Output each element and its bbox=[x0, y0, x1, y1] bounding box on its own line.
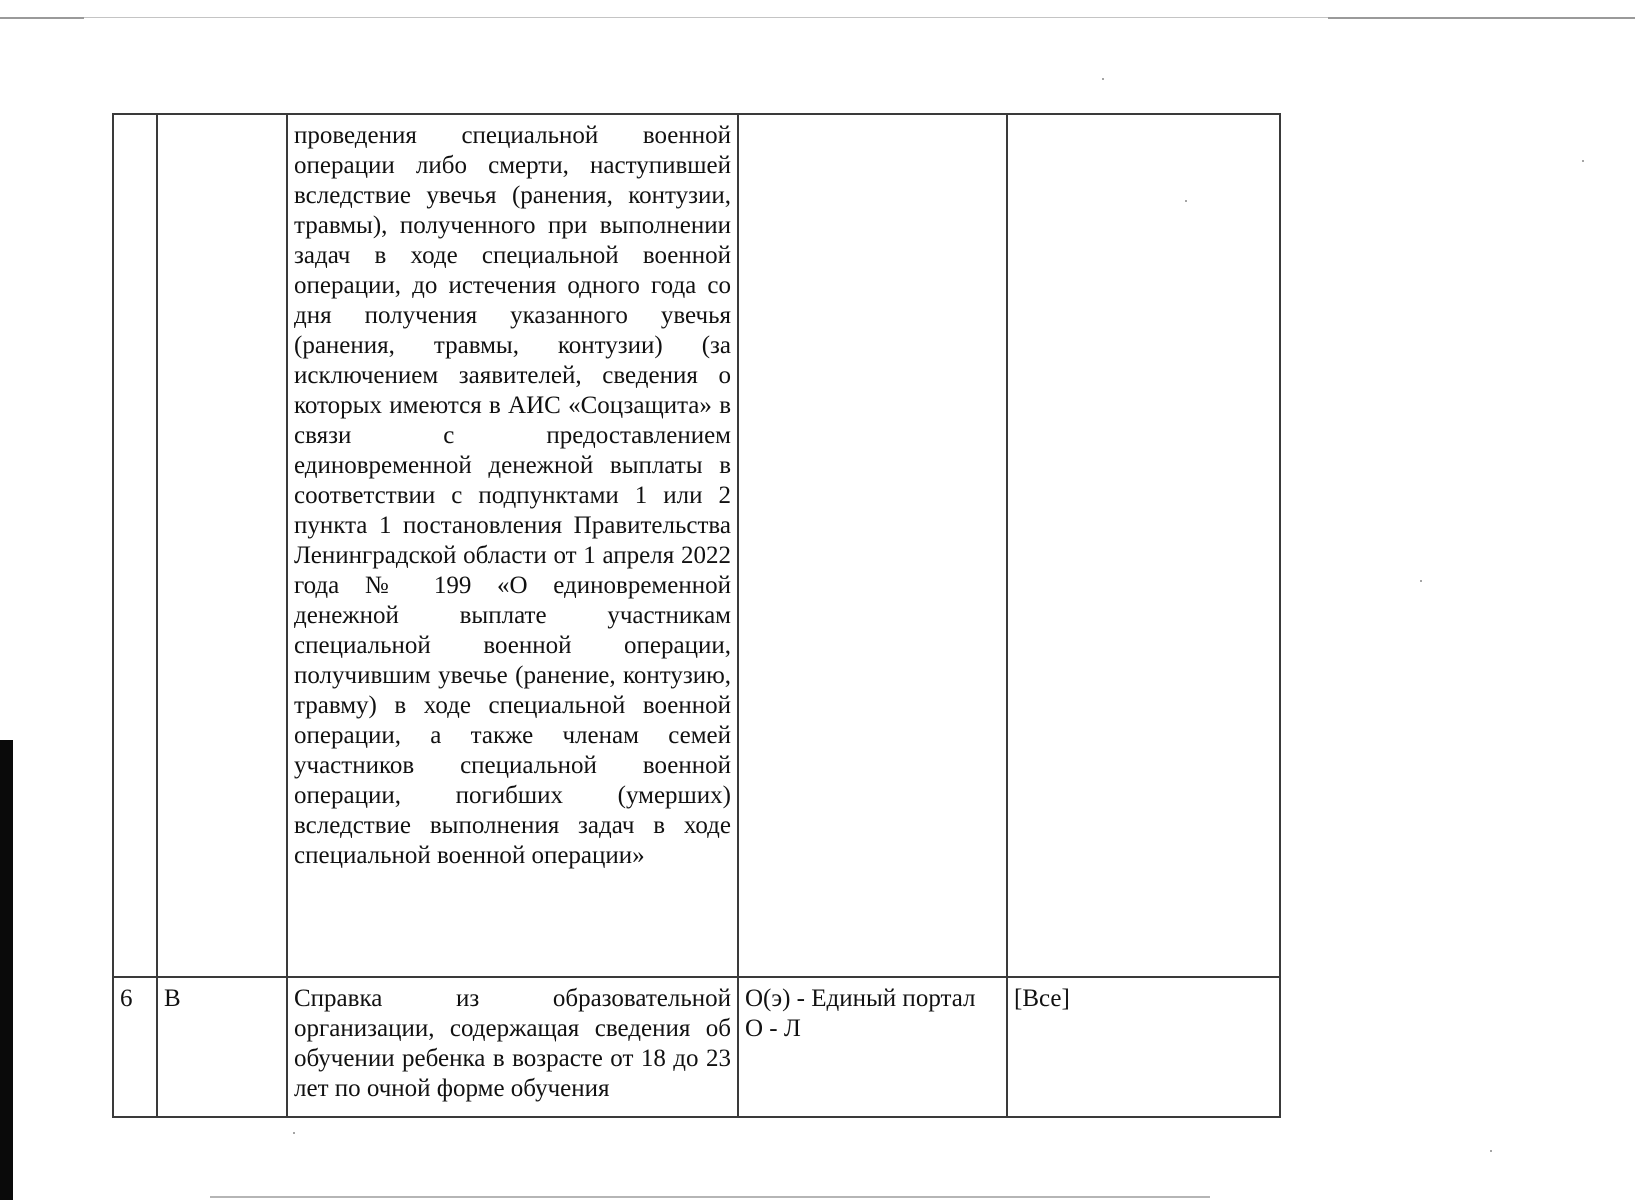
scan-line-top-left bbox=[0, 17, 84, 19]
row-source-cell bbox=[738, 977, 1007, 1117]
table-row bbox=[113, 114, 1280, 977]
row-category-cell: [Все] bbox=[1007, 977, 1280, 1117]
row-code-cell: В bbox=[157, 977, 287, 1117]
table-row bbox=[113, 977, 1280, 1117]
row-source-cell bbox=[738, 114, 1007, 977]
row-source-line: О(э) - Единый портал bbox=[745, 985, 976, 1012]
row-description-cell: проведения специальной военной операции либо смерти, наступившей вследствие увечья (ранения, контузии, травмы), полученного при выполнении задач в ходе специальной военной операции, до истечения одного года со дня получения указанного увечья (ранения, травмы, контузии) (за исключением заявителей, сведения о которых имеются в АИС «Соцзащита» в связи с предоставлением единовременной денежной выплаты в соответствии с подпунктами 1 или 2 пункта 1 постановления Правительства Ленинградской области от 1 апреля 2022 года № 199 «О единовременной денежной выплате участникам специальной военной операции, получившим увечье (ранение, контузию, травму) в ходе специальной военной операции, а также членам семей участников специальной военной операции, погибших (умерших) вследствие выполнения задач в ходе специальной военной операции» bbox=[287, 114, 738, 977]
scan-edge-left bbox=[0, 740, 13, 1200]
document-table bbox=[112, 113, 1281, 1118]
row-category-cell bbox=[1007, 114, 1280, 977]
scan-speck bbox=[293, 1132, 295, 1134]
scan-line-top-right bbox=[1328, 17, 1635, 19]
row-number-cell bbox=[113, 114, 157, 977]
row-source-line: О - Л bbox=[745, 1015, 801, 1042]
scan-speck bbox=[1102, 78, 1104, 80]
row-number-cell: 6 bbox=[113, 977, 157, 1117]
scan-line-bottom bbox=[210, 1196, 1210, 1198]
row-code-cell bbox=[157, 114, 287, 977]
scan-speck bbox=[1490, 1150, 1492, 1152]
scan-line-top-middle bbox=[84, 17, 1328, 18]
scan-speck bbox=[1582, 160, 1584, 162]
row-description-cell: Справка из образовательной организации, содержащая сведения об обучении ребенка в возрасте от 18 до 23 лет по очной форме обучения bbox=[287, 977, 738, 1117]
scan-speck bbox=[1420, 580, 1422, 582]
